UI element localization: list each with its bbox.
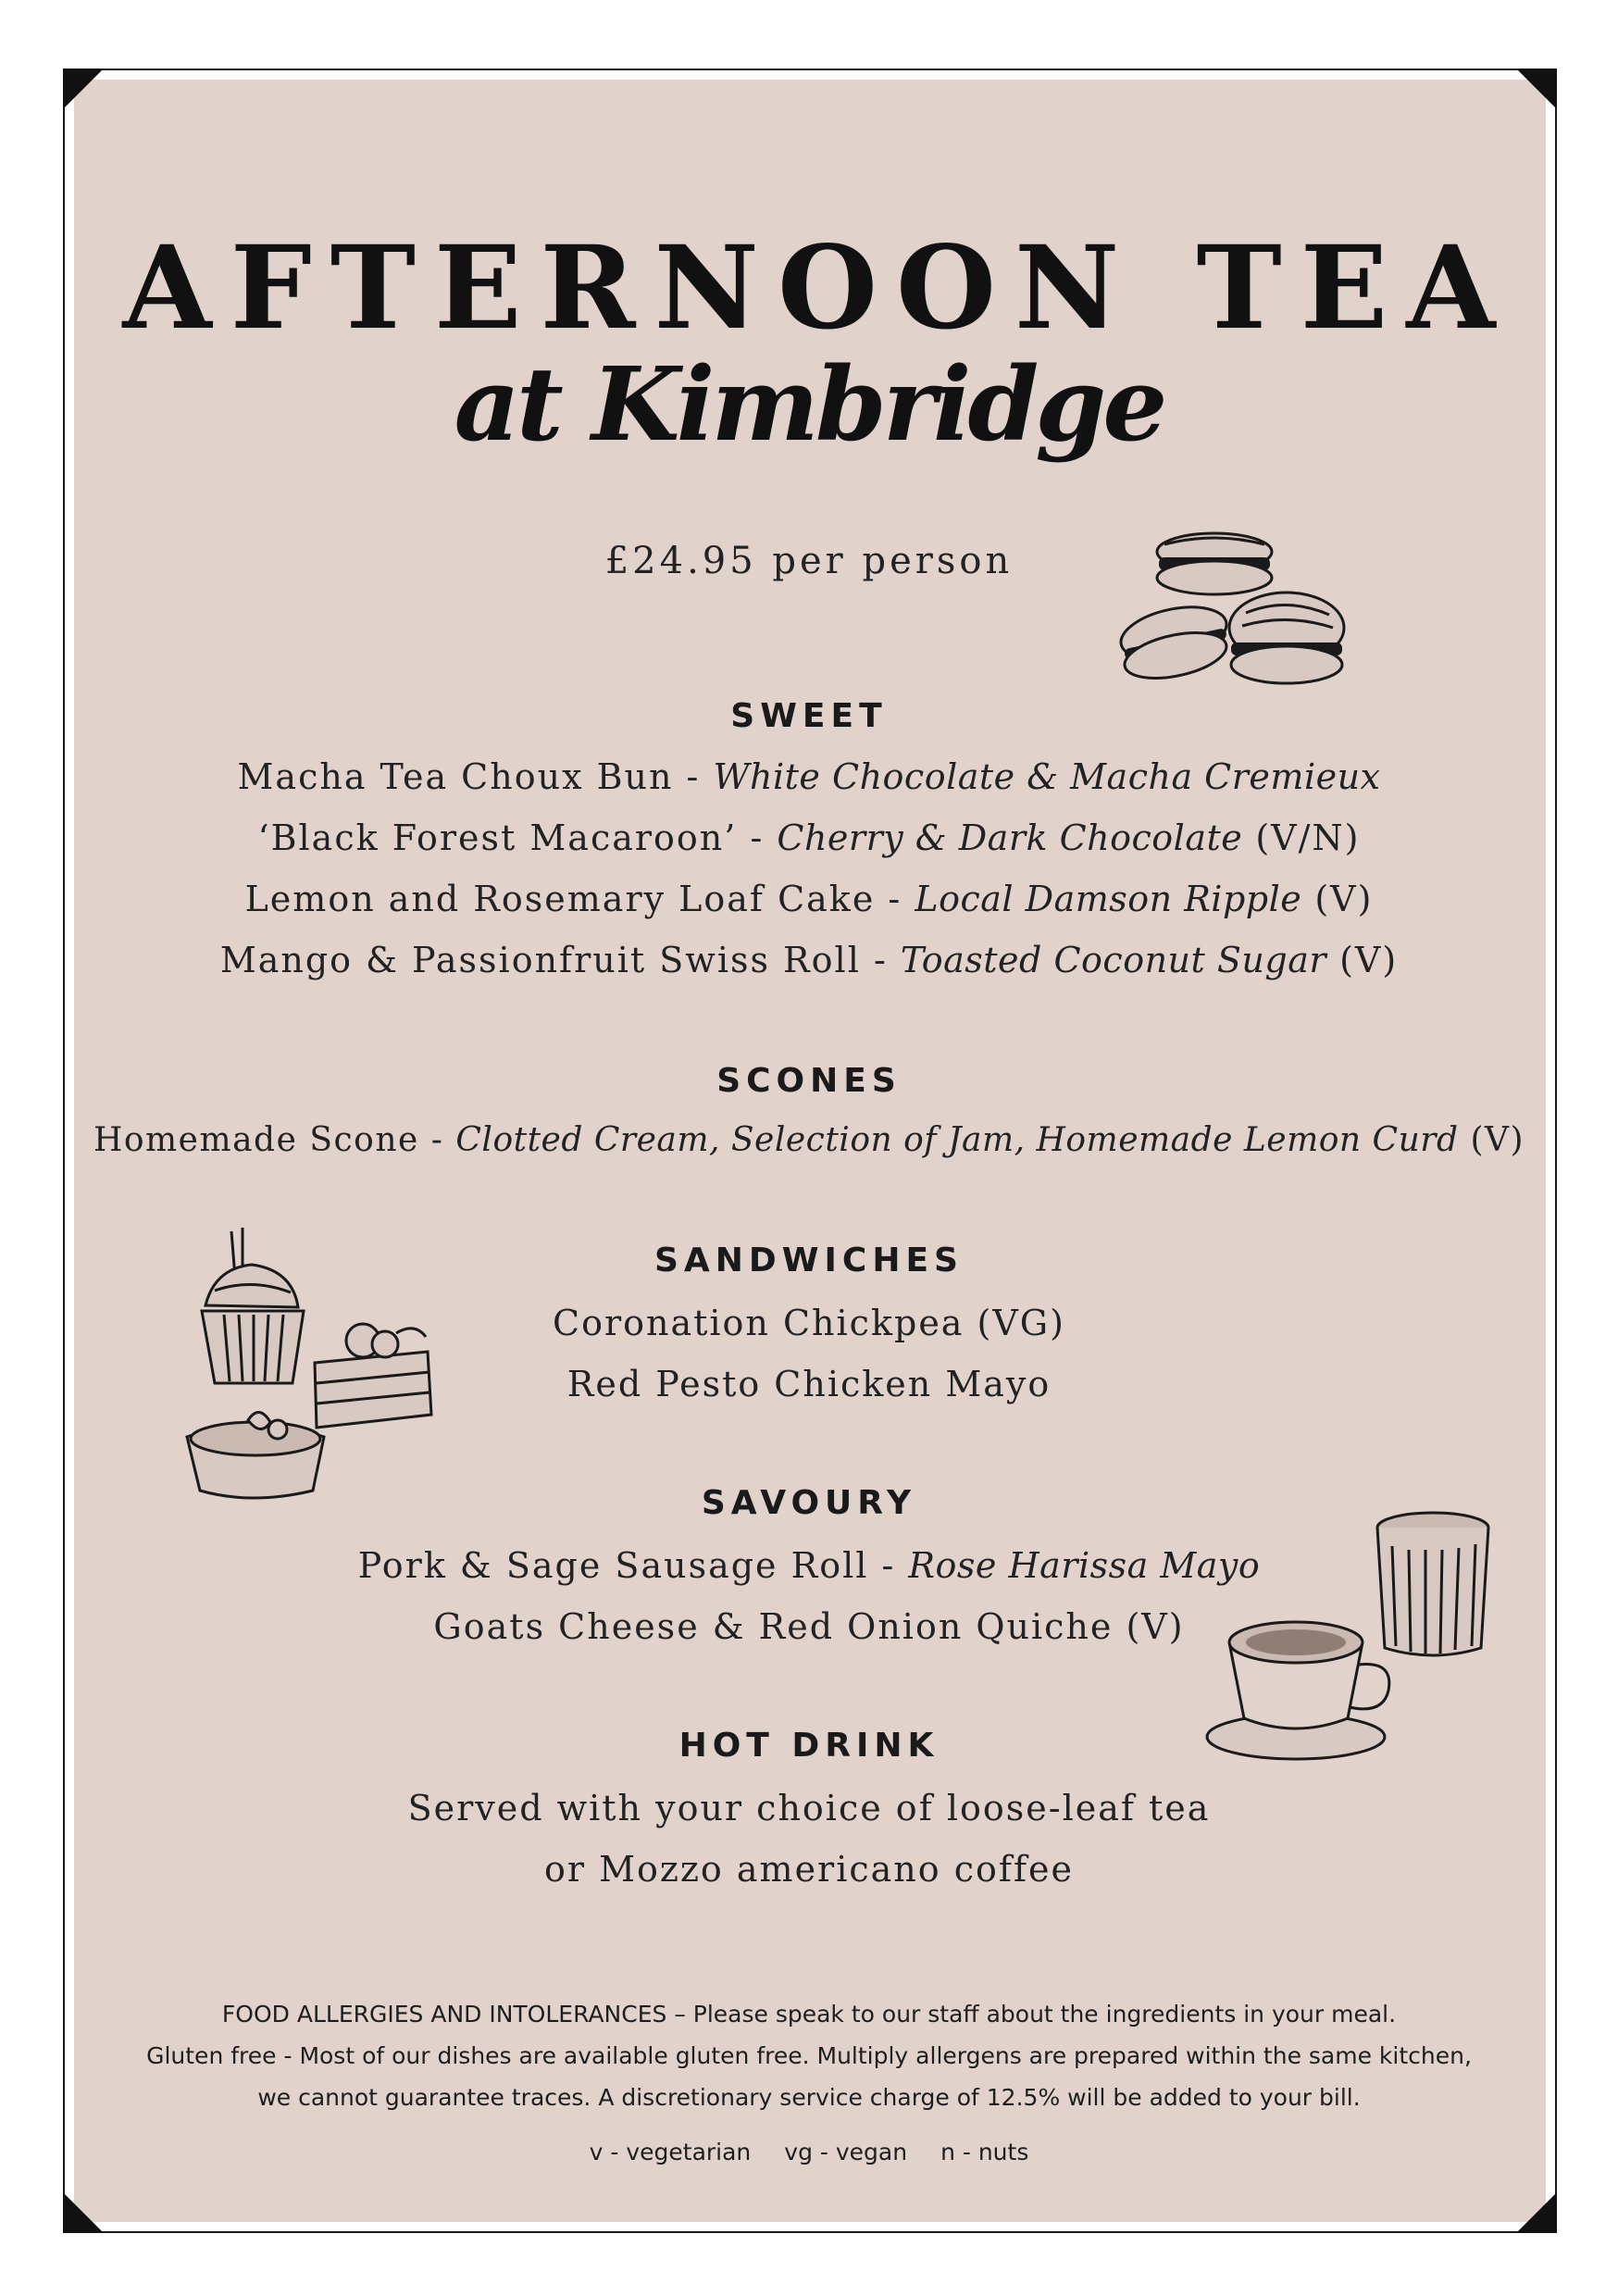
menu-item: Coronation Chickpea (VG) [553, 1303, 1065, 1343]
hot-drink-line: Served with your choice of loose-leaf tea [407, 1788, 1211, 1828]
menu-item: Pork & Sage Sausage Roll - Rose Harissa Mayo [357, 1545, 1261, 1586]
allergy-notice: FOOD ALLERGIES AND INTOLERANCES – Please speak to our staff about the ingredients in your meal. [221, 2001, 1397, 2028]
menu-item: Mango & Passionfruit Swiss Roll - Toasted Coconut Sugar (V) [219, 940, 1399, 980]
menu-item: Lemon and Rosemary Loaf Cake - Local Damson Ripple (V) [244, 879, 1374, 919]
section-heading-sandwiches: SANDWICHES [654, 1242, 964, 1279]
page-title: AFTERNOON TEA [122, 221, 1514, 356]
coffee-illustration-icon [1203, 1509, 1500, 1778]
allergy-notice: we cannot guarantee traces. A discretionary service charge of 12.5% will be added to your bill. [257, 2084, 1361, 2111]
dietary-key: v - vegetarian vg - vegan n - nuts [589, 2139, 1029, 2165]
page-subtitle: at Kimbridge [454, 344, 1164, 464]
section-heading-sweet: SWEET [730, 697, 888, 735]
price-per-person: £24.95 per person [604, 540, 1014, 582]
menu-item: Red Pesto Chicken Mayo [566, 1364, 1052, 1404]
macarons-illustration-icon [1107, 524, 1357, 700]
hot-drink-line: or Mozzo americano coffee [543, 1849, 1075, 1890]
cakes-illustration-icon [178, 1222, 455, 1509]
menu-item: ‘Black Forest Macaroon’ - Cherry & Dark Chocolate (V/N) [257, 817, 1361, 858]
section-heading-scones: SCONES [716, 1062, 902, 1100]
allergy-notice: Gluten free - Most of our dishes are available gluten free. Multiply allergens are prepared within the same kitchen, [146, 2042, 1472, 2069]
menu-item: Homemade Scone - Clotted Cream, Selection of Jam, Homemade Lemon Curd (V) [93, 1121, 1525, 1159]
menu-item: Goats Cheese & Red Onion Quiche (V) [433, 1606, 1185, 1647]
section-heading-savoury: SAVOURY [701, 1484, 917, 1522]
menu-item: Macha Tea Choux Bun - White Chocolate & Macha Cremieux [237, 756, 1381, 797]
section-heading-hot-drink: HOT DRINK [678, 1727, 940, 1765]
